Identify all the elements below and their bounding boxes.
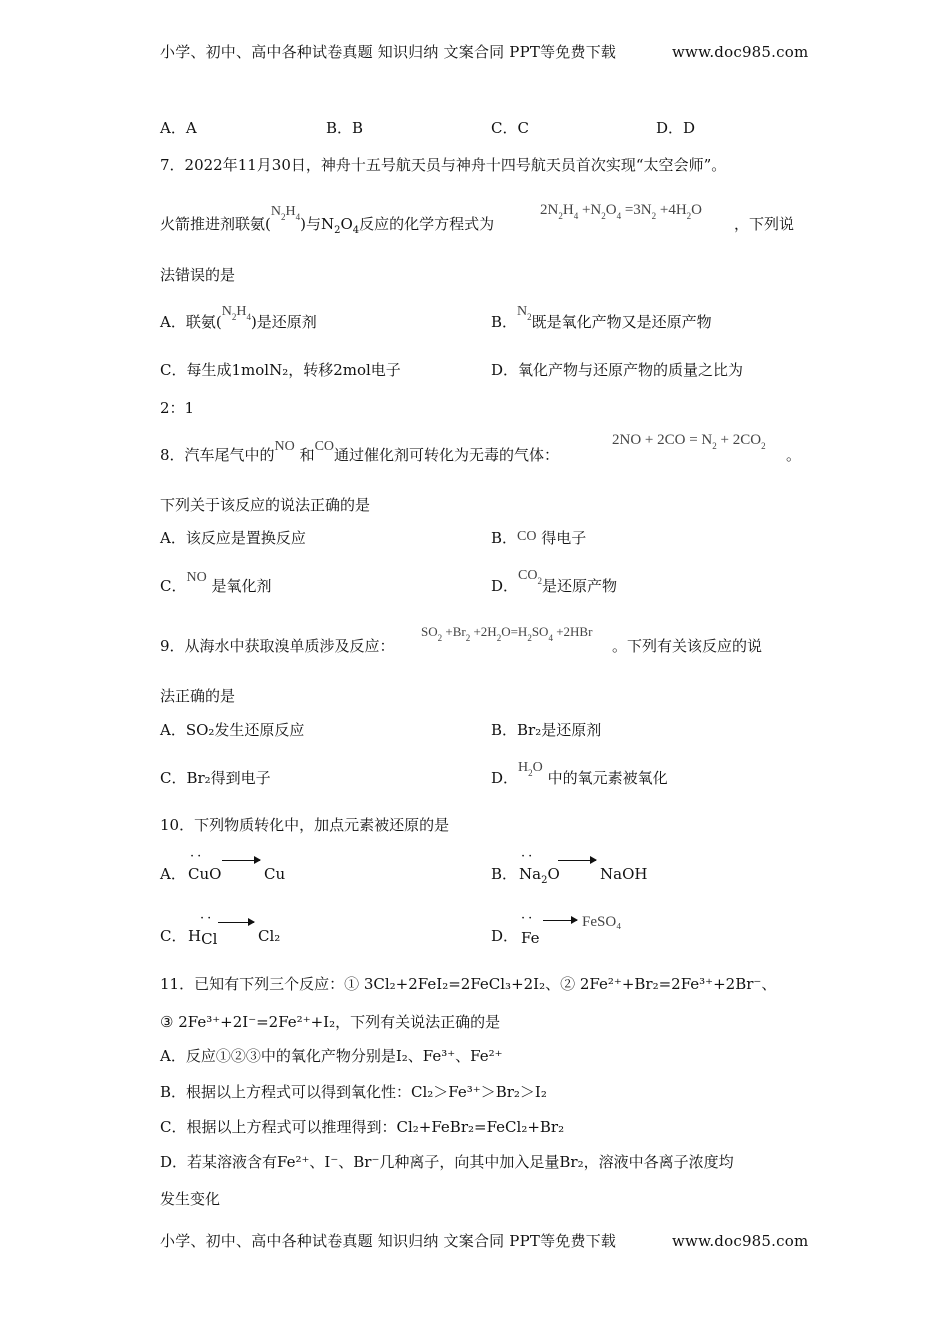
q10-c-arrow [218, 922, 254, 923]
header-text: 小学、初中、高中各种试卷真题 知识归纳 文案合同 PPT等免费下载 [160, 43, 617, 61]
q6-option-b: B．B [326, 119, 364, 137]
q10-d-from: Fe [521, 929, 540, 947]
q9-option-a: A．SO₂发生还原反应 [160, 721, 305, 739]
q9-d-pre: D． [491, 769, 519, 787]
q10-c-to: Cl₂ [258, 927, 281, 945]
q9-option-d [491, 760, 668, 790]
q9-option-c: C．Br₂得到电子 [160, 769, 271, 787]
formula-n2: $N_2$ [517, 304, 532, 322]
q8-option-c [160, 570, 272, 598]
q10-a-arrow [222, 860, 260, 861]
q6-option-d: D．D [656, 119, 696, 137]
q10-b-to: NaOH [600, 865, 648, 883]
formula-no-c: NO [186, 570, 207, 585]
q7-a-pre: A．联氨( [160, 313, 222, 331]
q7-a-post: )是还原剂 [250, 313, 317, 331]
q10-c-from: HCl [188, 927, 218, 948]
q8-option-b [491, 528, 586, 550]
q8-b-pre: B． [491, 529, 518, 547]
q10-option-c-label: C． [160, 927, 187, 945]
q7-stem-part-a: 火箭推进剂联氨( [160, 215, 271, 233]
q10-d-to: FeSO₄ [582, 914, 622, 930]
q8-c-pre: C． [160, 577, 187, 595]
q11-option-b: B．根据以上方程式可以得到氧化性：Cl₂＞Fe³⁺＞Br₂＞I₂ [160, 1083, 547, 1101]
q11-option-d: D．若某溶液含有Fe²⁺、I⁻、Br⁻几种离子，向其中加入足量Br₂，溶液中各离子浓度均 [160, 1153, 734, 1171]
q8-b-post: 得电子 [541, 529, 587, 547]
q8-stem-line1 [160, 439, 560, 467]
q11-option-c: C．根据以上方程式可以推理得到：Cl₂+FeBr₂=FeCl₂+Br₂ [160, 1118, 565, 1136]
q7-b-pre: B． [491, 313, 518, 331]
q7-stem-part-b: )与N [300, 215, 335, 233]
q7-option-c: C．每生成1molN₂，转移2mol电子 [160, 361, 401, 379]
q7-stem-part-d: 反应的化学方程式为 [359, 215, 495, 233]
q7-stem-line2: 火箭推进剂联氨$(N_2H_4)$与$N_2O_4$反应的化学方程式为 [160, 204, 495, 236]
q6-option-a: A．A [160, 119, 197, 137]
q9-d-post: 中的氧元素被氧化 [547, 769, 668, 787]
q11-option-a: A．反应①②③中的氧化产物分别是I₂、Fe³⁺、Fe²⁺ [160, 1047, 503, 1065]
q7-b-post: 既是氧化产物又是还原产物 [531, 313, 712, 331]
q8-part-c: 通过催化剂可转化为无毒的气体： [334, 446, 560, 464]
q7-option-b [491, 304, 712, 334]
q9-option-b: B．Br₂是还原剂 [491, 721, 602, 739]
page-header [160, 42, 616, 62]
formula-co: CO [314, 439, 335, 454]
q7-stem-line1: 7．2022年11月30日，神舟十五号航天员与神舟十四号航天员首次实现“太空会师”。 [160, 156, 727, 174]
q8-part-d: 。 [786, 446, 802, 464]
q7-stem-line3: 法错误的是 [160, 266, 236, 284]
q10-b-arrow [558, 860, 596, 861]
q9-stem-line2: 法正确的是 [160, 687, 236, 705]
q10-a-from: CuO [188, 865, 222, 883]
formula-h2o: $H_2O$ [518, 760, 543, 778]
footer-text: 小学、初中、高中各种试卷真题 知识归纳 文案合同 PPT等免费下载 [160, 1232, 617, 1250]
q9-equation: $SO_2 +Br_2 +2H_2O=H_2SO_4 +2HBr$ [421, 624, 593, 643]
q8-option-a: A．该反应是置换反应 [160, 529, 306, 547]
formula-co-b: CO [517, 529, 537, 544]
q10-c-emphasis-dots: ·· [200, 911, 215, 926]
q7-stem-part-c: O [340, 215, 353, 233]
q10-a-emphasis-dots: ·· [190, 849, 205, 864]
q7-stem-part-e: ，下列说 [734, 215, 795, 233]
q8-d-pre: D． [491, 577, 519, 595]
q10-b-emphasis-dots: ·· [521, 849, 536, 864]
q7-equation: $2N_2H_4 +N_2O_4 =3N_2 +4H_2O$ [540, 202, 703, 221]
formula-co2: $CO_2$ [518, 568, 542, 586]
q10-d-emphasis-dots: ·· [521, 911, 536, 926]
q11-stem-line2: ③ 2Fe³⁺+2I⁻=2Fe²⁺+I₂，下列有关说法正确的是 [160, 1013, 501, 1031]
q8-c-post: 是氧化剂 [211, 577, 272, 595]
q7-option-d-cont: 2：1 [160, 399, 195, 417]
q10-option-a-label: A． [160, 865, 186, 883]
formula-n2h4: $N_2H_4$ [270, 204, 301, 222]
page-footer [160, 1231, 616, 1251]
q7-option-d: D．氧化产物与还原产物的质量之比为 [491, 361, 744, 379]
q10-d-arrow [543, 920, 577, 921]
q11-stem: 11．已知有下列三个反应：① 3Cl₂+2FeI₂=2FeCl₃+2I₂、② 2Fe²⁺+Br₂=2Fe³⁺+2Br⁻、 [160, 975, 777, 993]
formula-no: NO [274, 439, 295, 454]
q7-option-a [160, 304, 317, 334]
header-url[interactable]: www.doc985.com [672, 43, 809, 61]
q8-option-d [491, 568, 617, 598]
q9-stem-a: 9．从海水中获取溴单质涉及反应： [160, 637, 395, 655]
q11-option-d-cont: 发生变化 [160, 1190, 221, 1208]
footer-url[interactable]: www.doc985.com [672, 1232, 809, 1250]
q9-stem-b: 。下列有关该反应的说 [612, 637, 763, 655]
q10-a-to: Cu [264, 865, 286, 883]
q10-b-from: $Na_2O$ [519, 865, 560, 886]
q6-option-c: C．C [491, 119, 529, 137]
formula-n2h4-a: $N_2H_4$ [221, 304, 251, 322]
q8-stem-line2: 下列关于该反应的说法正确的是 [160, 496, 371, 514]
q10-option-b-label: B． [491, 865, 518, 883]
q8-equation: $2NO + 2CO = N_2 + 2CO_2$ [612, 432, 766, 451]
q10-option-d-label: D． [491, 927, 519, 945]
q10-stem: 10．下列物质转化中，加点元素被还原的是 [160, 816, 450, 834]
q8-d-post: 是还原产物 [541, 577, 617, 595]
q8-part-a: 8．汽车尾气中的 [160, 446, 275, 464]
q8-part-b: 和 [299, 446, 315, 464]
